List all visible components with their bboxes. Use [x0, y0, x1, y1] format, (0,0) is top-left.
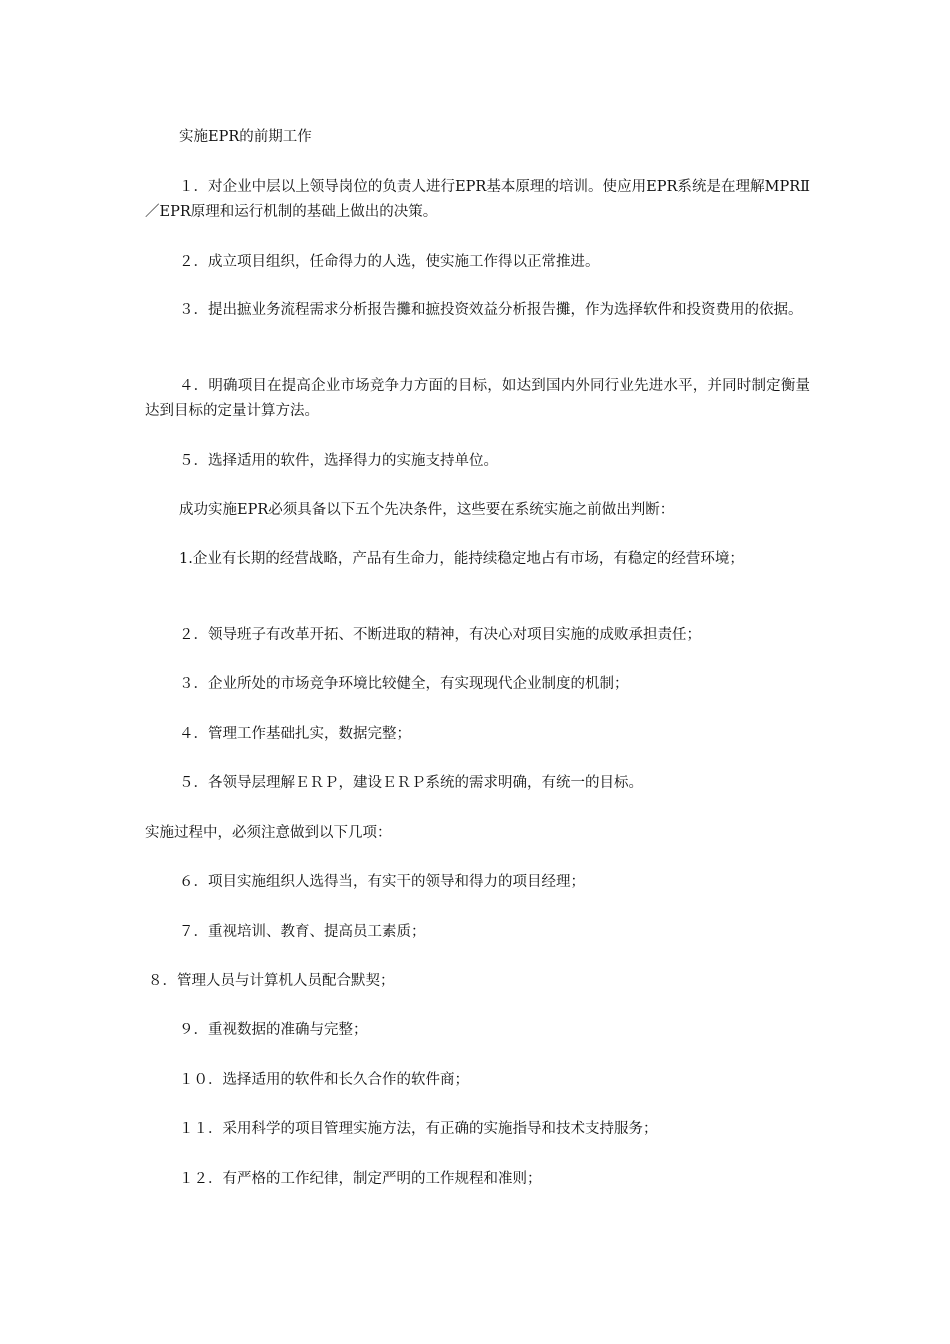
conditions-intro: 成功实施EPR必须具备以下五个先决条件，这些要在系统实施之前做出判断：	[179, 502, 675, 518]
process-item-12: １２．有严格的工作纪律，制定严明的工作规程和准则；	[179, 1171, 542, 1187]
process-item-9: ９．重视数据的准确与完整；	[179, 1022, 368, 1038]
preparation-item-3: ３．提出摭业务流程需求分析报告攤和摭投资效益分析报告攤，作为选择软件和投资费用的依据。	[179, 302, 803, 318]
preparation-item-5: ５．选择适用的软件，选择得力的实施支持单位。	[179, 453, 498, 469]
process-item-8: ８．管理人员与计算机人员配合默契；	[148, 973, 395, 989]
condition-item-2: ２．领导班子有改革开拓、不断进取的精神，有决心对项目实施的成败承担责任；	[179, 627, 701, 643]
condition-item-1: 1.企业有长期的经营战略，产品有生命力，能持续稳定地占有市场，有稳定的经营环境；	[179, 551, 744, 567]
process-item-6: ６．项目实施组织人选得当，有实干的领导和得力的项目经理；	[179, 874, 585, 890]
process-item-7: ７．重视培训、教育、提高员工素质；	[179, 924, 426, 940]
preparation-item-2: ２．成立项目组织，任命得力的人选，使实施工作得以正常推进。	[179, 254, 600, 270]
document-title: 实施EPR的前期工作	[179, 129, 312, 145]
process-intro: 实施过程中，必须注意做到以下几项：	[145, 825, 392, 841]
condition-item-3: ３．企业所处的市场竞争环境比较健全，有实现现代企业制度的机制；	[179, 676, 629, 692]
process-item-11: １１．采用科学的项目管理实施方法，有正确的实施指导和技术支持服务；	[179, 1121, 658, 1137]
condition-item-4: ４．管理工作基础扎实，数据完整；	[179, 726, 411, 742]
condition-item-5: ５．各领导层理解ＥＲＰ，建设ＥＲＰ系统的需求明确，有统一的目标。	[179, 775, 643, 791]
preparation-item-1: １．对企业中层以上领导岗位的负责人进行EPR基本原理的培训。使应用EPR系统是在理解MPRⅡ／EPR原理和运行机制的基础上做出的决策。	[145, 179, 810, 220]
preparation-item-4: ４．明确项目在提高企业市场竞争力方面的目标，如达到国内外同行业先进水平，并同时制定衡量达到目标的定量计算方法。	[145, 378, 810, 419]
process-item-10: １０．选择适用的软件和长久合作的软件商；	[179, 1072, 469, 1088]
